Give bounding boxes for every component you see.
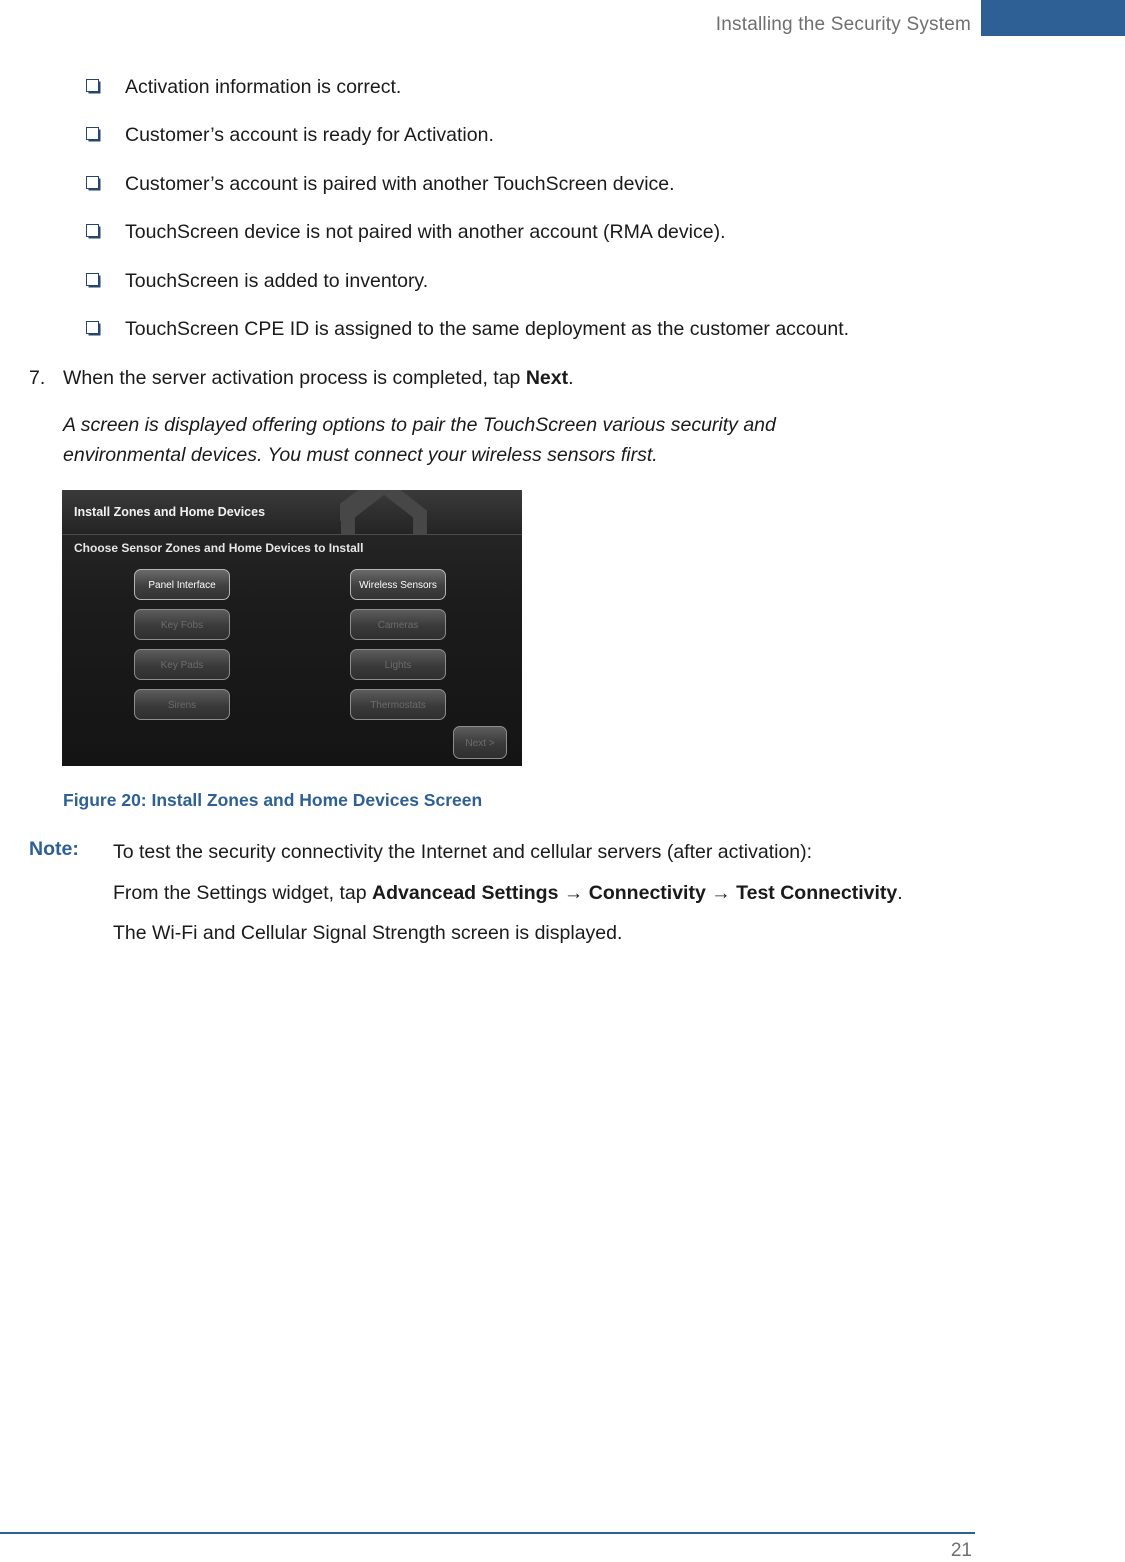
checkbox-icon	[86, 321, 101, 336]
note-line-3: The Wi-Fi and Cellular Signal Strength screen is displayed.	[113, 922, 623, 944]
next-button[interactable]: Next >	[453, 726, 507, 759]
ts-subtitle: Choose Sensor Zones and Home Devices to Install	[74, 541, 364, 555]
key-pads-button[interactable]: Key Pads	[134, 649, 230, 680]
header-accent-bar	[981, 0, 1125, 36]
note-line-2-prefix: From the Settings widget, tap	[113, 882, 373, 904]
checkbox-icon	[86, 79, 101, 94]
connectivity-path: Connectivity	[588, 882, 706, 904]
note-line-1: To test the security connectivity the Internet and cellular servers (after activation):	[113, 841, 813, 863]
note-line-2-suffix: .	[897, 882, 903, 904]
arrow-icon: →	[558, 882, 589, 904]
cameras-button[interactable]: Cameras	[350, 609, 446, 640]
test-connectivity-path: Test Connectivity	[736, 882, 898, 904]
checkbox-icon	[86, 273, 101, 288]
checklist-item	[86, 217, 849, 265]
advanced-settings-path: Advancead Settings	[372, 882, 559, 904]
checklist-item-text: Activation information is correct.	[125, 76, 402, 98]
checklist	[86, 72, 849, 362]
checklist-item	[86, 169, 849, 217]
checkbox-icon	[86, 224, 101, 239]
panel-interface-button[interactable]: Panel Interface	[134, 569, 230, 600]
checkbox-icon	[86, 176, 101, 191]
step-number: 7.	[29, 367, 46, 389]
wireless-sensors-button[interactable]: Wireless Sensors	[350, 569, 446, 600]
checklist-item-text: Customer’s account is ready for Activation.	[125, 124, 494, 147]
figure-caption: Figure 20: Install Zones and Home Devices Screen	[63, 790, 483, 810]
note-line-2	[113, 878, 903, 908]
arrow-icon: →	[705, 882, 737, 904]
checklist-item-text: Customer’s account is paired with another TouchScreen device.	[125, 172, 675, 195]
step-7	[29, 363, 574, 393]
running-header-title: Installing the Security System	[715, 14, 971, 35]
checklist-item	[86, 120, 849, 168]
checklist-item	[86, 72, 849, 120]
step-next-bold: Next	[525, 367, 569, 389]
step-text-before: When the server activation process is completed, tap	[63, 367, 526, 389]
sirens-button[interactable]: Sirens	[134, 689, 230, 720]
thermostats-button[interactable]: Thermostats	[350, 689, 446, 720]
checklist-item	[86, 266, 849, 314]
page-number: 21	[950, 1540, 972, 1561]
checklist-item-text: TouchScreen is added to inventory.	[125, 269, 429, 292]
ts-title: Install Zones and Home Devices	[74, 505, 266, 519]
install-zones-screenshot	[62, 490, 522, 766]
checkbox-icon	[86, 127, 101, 142]
checklist-item-text: TouchScreen CPE ID is assigned to the same deployment as the customer account.	[125, 317, 850, 340]
checklist-item-text: TouchScreen device is not paired with another account (RMA device).	[125, 221, 726, 244]
footer-divider	[0, 1532, 975, 1534]
lights-button[interactable]: Lights	[350, 649, 446, 680]
key-fobs-button[interactable]: Key Fobs	[134, 609, 230, 640]
checklist-item	[86, 314, 849, 362]
step-result-text: A screen is displayed offering options to pair the TouchScreen various security and environmental devices. You must connect your wireless sensors first.	[63, 414, 776, 466]
house-logo-icon	[340, 490, 460, 534]
note-label: Note:	[29, 838, 79, 860]
step-text-after: .	[568, 367, 574, 389]
